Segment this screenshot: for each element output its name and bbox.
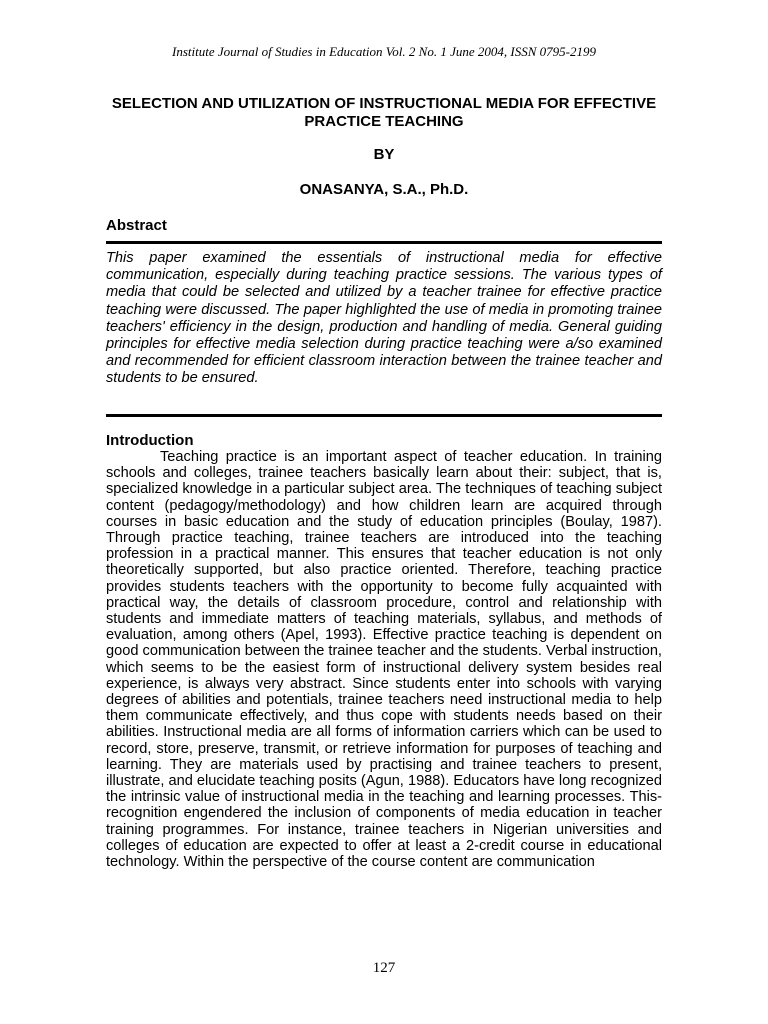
abstract-bottom-rule <box>106 414 662 417</box>
journal-header: Institute Journal of Studies in Education Vol. 2 No. 1 June 2004, ISSN 0795-2199 <box>172 44 596 59</box>
abstract-body: This paper examined the essentials of instructional media for effective communication, especially during teaching practice sessions. The various types of media that could be selected and utilized by a teacher trainee for effective practice teaching were discussed. The paper highlighted the use of media in promoting trainee teachers' efficiency in the design, production and handling of media. General guiding principles for effective media selection during practice teaching were a/so examined and recommended for efficient classroom interaction between the trainee teacher and students to be ensured. <box>106 250 662 387</box>
page-number: 127 <box>372 960 396 976</box>
paper-title: SELECTION AND UTILIZATION OF INSTRUCTIONAL MEDIA FOR EFFECTIVE PRACTICE TEACHING <box>111 95 657 130</box>
introduction-heading: Introduction <box>106 432 194 449</box>
abstract-heading: Abstract <box>106 217 167 234</box>
abstract-top-rule <box>106 241 662 244</box>
by-line: BY <box>373 146 395 163</box>
author-name: ONASANYA, S.A., Ph.D. <box>299 181 469 198</box>
introduction-body: Teaching practice is an important aspect of teacher education. In training schools and colleges, trainee teachers basically learn about their: subject, that is, specialized knowledge in a particular subject area. The techniques of teaching subject content (pedagogy/methodology) and how children learn are acquired through courses in basic education and the study of education principles (Boulay, 1987). Through practice teaching, trainee teachers are introduced into the teaching profession in a practical manner. This ensures that teacher education is not only theoretically supported, but also practice oriented. Therefore, teaching practice provides students teachers with the opportunity to become fully acquainted with practical way, the details of classroom procedure, control and relationship with students and immediate matters of teaching materials, syllabus, and methods of evaluation, among others (Apel, 1993). Effective practice teaching is dependent on good communication between the trainee teacher and the students. Verbal instruction, which seems to be the easiest form of instructional delivery system besides real experience, is always very abstract. Since students enter into schools with varying degrees of abilities and potentials, trainee teachers need instructional media to help them communicate effectively, and thus cope with students needs based on their abilities. Instructional media are all forms of information carriers which can be used to record, store, preserve, transmit, or retrieve information for purposes of teaching and learning. They are materials used by practising and trainee teachers to present, illustrate, and elucidate teaching posits (Agun, 1988). Educators have long recognized the intrinsic value of instructional media in the teaching and learning processes. This-recognition engendered the inclusion of components of media education in teacher training programmes. For instance, trainee teachers in Nigerian universities and colleges of education are expected to offer at least a 2-credit course in educational technology. Within the perspective of the course content are communication <box>106 449 662 871</box>
